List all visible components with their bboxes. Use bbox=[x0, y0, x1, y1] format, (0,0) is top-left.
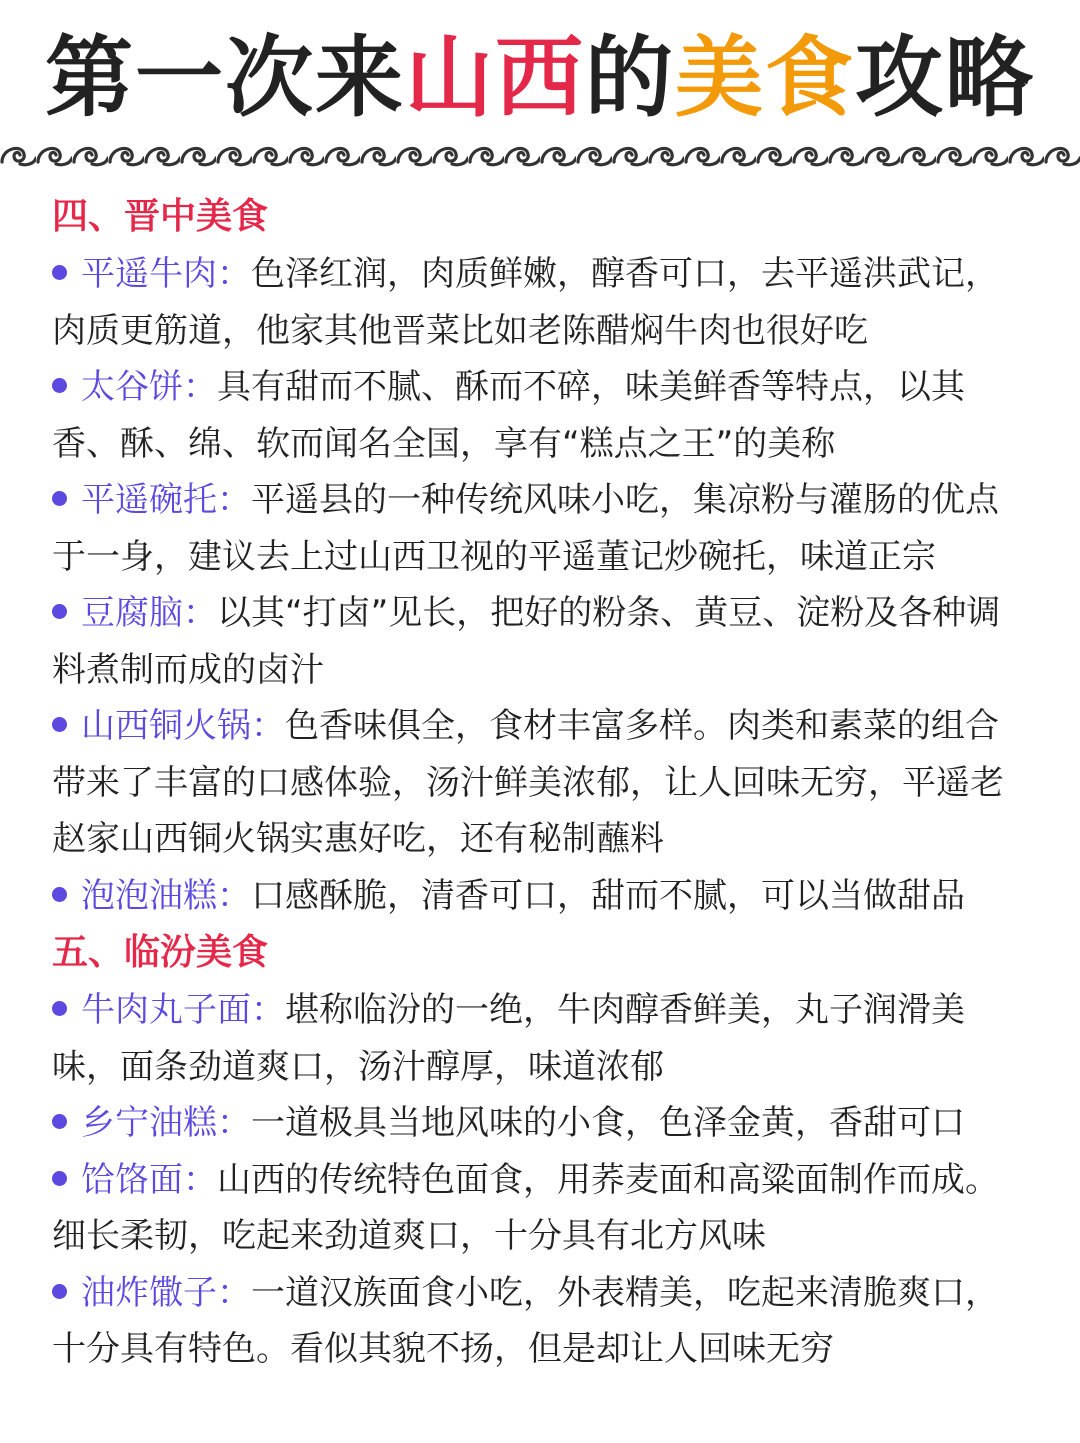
food-item bbox=[52, 1152, 1012, 1265]
bullet-dot-icon bbox=[52, 378, 67, 393]
food-item-name: 山西铜火锅： bbox=[81, 706, 285, 746]
bullet-dot-icon bbox=[52, 1171, 67, 1186]
food-item-name: 饸饹面： bbox=[81, 1159, 217, 1200]
title-part-de: 的 bbox=[584, 26, 675, 129]
decorative-scroll-divider bbox=[0, 138, 1080, 174]
food-item bbox=[52, 359, 1012, 472]
food-item-name: 乡宁油糕： bbox=[81, 1103, 251, 1143]
title-part-food: 美食 bbox=[675, 26, 856, 129]
food-item bbox=[52, 982, 1012, 1095]
food-item bbox=[52, 1095, 1012, 1152]
food-item bbox=[52, 585, 1012, 698]
food-item bbox=[52, 246, 1012, 359]
page-title bbox=[0, 18, 1080, 138]
food-item-description: 堪称临汾的一绝，牛肉醇香鲜美，丸子润滑美味，面条劲道爽口，汤汁醇厚，味道浓郁 bbox=[52, 990, 965, 1087]
food-item-description: 具有甜而不腻、酥而不碎，味美鲜香等特点，以其香、酥、绵、软而闻名全国，享有“糕点之王”的美称 bbox=[52, 367, 965, 464]
bullet-dot-icon bbox=[52, 1001, 67, 1016]
food-guide-content bbox=[52, 188, 1012, 1378]
food-item-description: 色香味俱全，食材丰富多样。肉类和素菜的组合带来了丰富的口感体验，汤汁鲜美浓郁，让人回味无穷，平遥老赵家山西铜火锅实惠好吃，还有秘制蘸料 bbox=[52, 706, 1004, 859]
food-item bbox=[52, 698, 1012, 868]
title-part-shanxi: 山西 bbox=[404, 26, 585, 129]
food-item-description: 一道汉族面食小吃，外表精美，吃起来清脆爽口，十分具有特色。看似其貌不扬，但是却让人回味无穷 bbox=[52, 1272, 999, 1369]
bullet-dot-icon bbox=[52, 887, 67, 902]
food-item-description: 以其“打卤”见长，把好的粉条、黄豆、淀粉及各种调料煮制而成的卤汁 bbox=[52, 593, 1001, 690]
title-part-first-time: 第一次来 bbox=[44, 26, 405, 129]
food-item-description: 平遥县的一种传统风味小吃，集凉粉与灌肠的优点于一身，建议去上过山西卫视的平遥董记炒碗托，味道正宗 bbox=[52, 480, 999, 577]
food-item-name: 牛肉丸子面： bbox=[81, 990, 285, 1030]
food-item bbox=[52, 868, 1012, 925]
food-item-description: 口感酥脆，清香可口，甜而不腻，可以当做甜品 bbox=[251, 875, 965, 916]
food-item-description: 山西的传统特色面食，用荞麦面和高粱面制作而成。细长柔韧，吃起来劲道爽口，十分具有北方风味 bbox=[52, 1159, 999, 1256]
food-item-description: 色泽红润，肉质鲜嫩，醇香可口，去平遥洪武记，肉质更筋道，他家其他晋菜比如老陈醋焖牛肉也很好吃 bbox=[52, 254, 999, 351]
food-item-name: 平遥碗托： bbox=[81, 480, 251, 520]
section-heading: 五、临汾美食 bbox=[52, 932, 269, 973]
food-item bbox=[52, 472, 1012, 585]
section-heading: 四、晋中美食 bbox=[52, 196, 269, 237]
bullet-dot-icon bbox=[52, 1284, 67, 1299]
food-item-name: 泡泡油糕： bbox=[81, 875, 251, 916]
food-item-description: 一道极具当地风味的小食，色泽金黄，香甜可口 bbox=[251, 1103, 965, 1143]
bullet-dot-icon bbox=[52, 1114, 67, 1129]
title-part-guide: 攻略 bbox=[855, 26, 1036, 129]
food-item bbox=[52, 1265, 1012, 1378]
bullet-dot-icon bbox=[52, 717, 67, 732]
bullet-dot-icon bbox=[52, 491, 67, 506]
bullet-dot-icon bbox=[52, 265, 67, 280]
food-item-name: 油炸馓子： bbox=[81, 1272, 251, 1313]
bullet-dot-icon bbox=[52, 604, 67, 619]
food-item-name: 太谷饼： bbox=[81, 367, 217, 407]
food-item-name: 豆腐脑： bbox=[81, 593, 217, 633]
food-item-name: 平遥牛肉： bbox=[81, 254, 251, 294]
